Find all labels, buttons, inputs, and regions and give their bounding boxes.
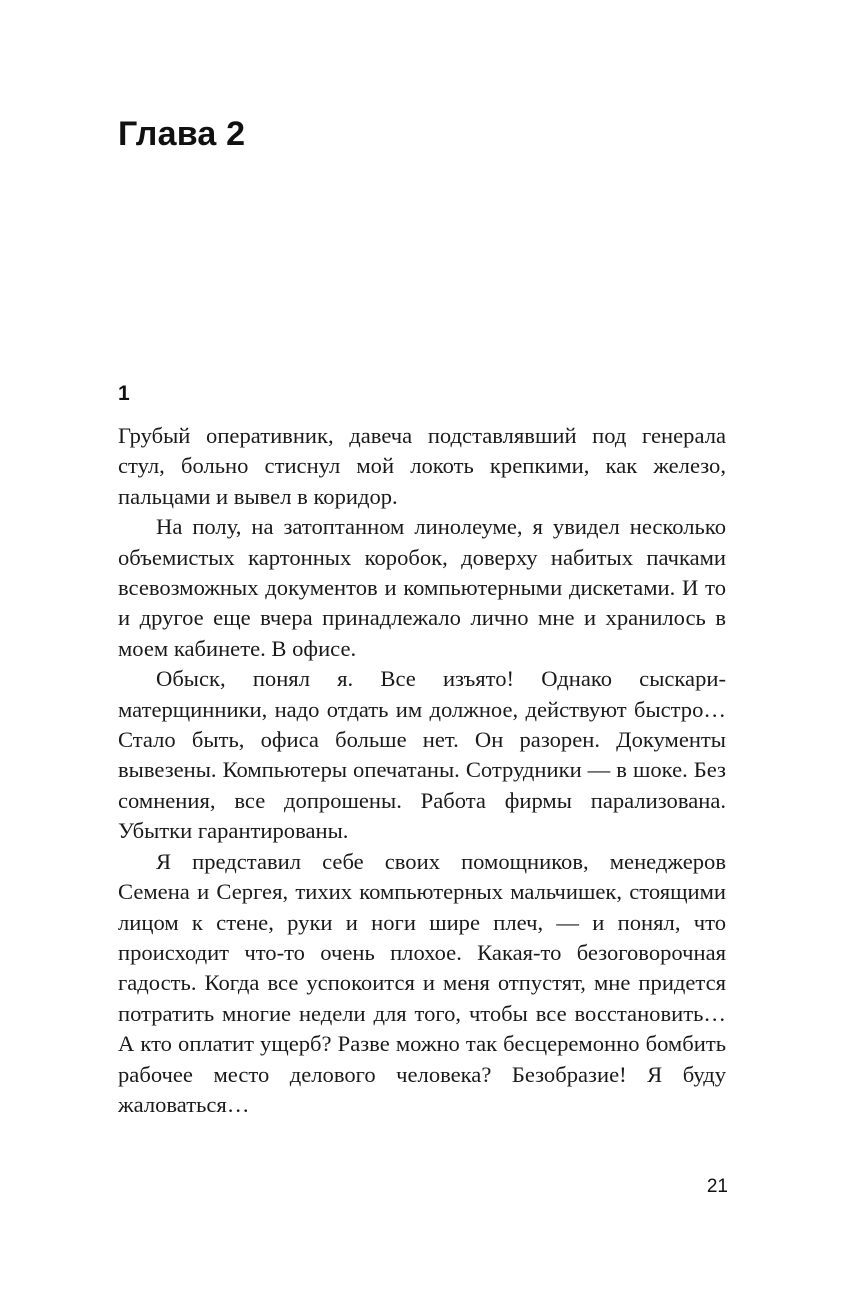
paragraph: Обыск, понял я. Все изъято! Однако сыскари-матерщинники, надо отдать им должное, действуют быстро… Стало быть, офиса больше нет. Он разорен. Документы вывезены. Компьютеры опечатаны. Сотрудники — в шоке. Без сомнения, все допрошены. Работа фирмы парализована. Убытки гарантированы.: [118, 666, 726, 844]
chapter-title: Глава 2: [118, 115, 246, 153]
paragraph: Грубый оперативник, давеча подставлявший под генерала стул, больно стиснул мой локоть крепкими, как железо, пальцами и вывел в коридор.: [118, 423, 726, 509]
page-number: 21: [706, 1176, 728, 1197]
paragraph: На полу, на затоптанном линолеуме, я увидел несколько объемистых картонных коробок, доверху набитых пачками всевозможных документов и компьютерными дискетами. И то и другое еще вчера принадлежало лично мне и хранилось в моем кабинете. В офисе.: [118, 514, 726, 661]
paragraph: Я представил себе своих помощников, менеджеров Семена и Сергея, тихих компьютерных мальчишек, стоящими лицом к стене, руки и ноги шире плеч, — и понял, что происходит что-то очень плохое. Какая-то безоговорочная гадость. Когда все успокоится и меня отпустят, мне придется потратить многие недели для того, чтобы все восстановить… А кто оплатит ущерб? Разве можно так бесцеремонно бомбить рабочее место делового человека? Безобразие! Я буду жаловаться…: [118, 848, 726, 1117]
body-text: [118, 421, 726, 1120]
section-number: 1: [118, 382, 130, 405]
